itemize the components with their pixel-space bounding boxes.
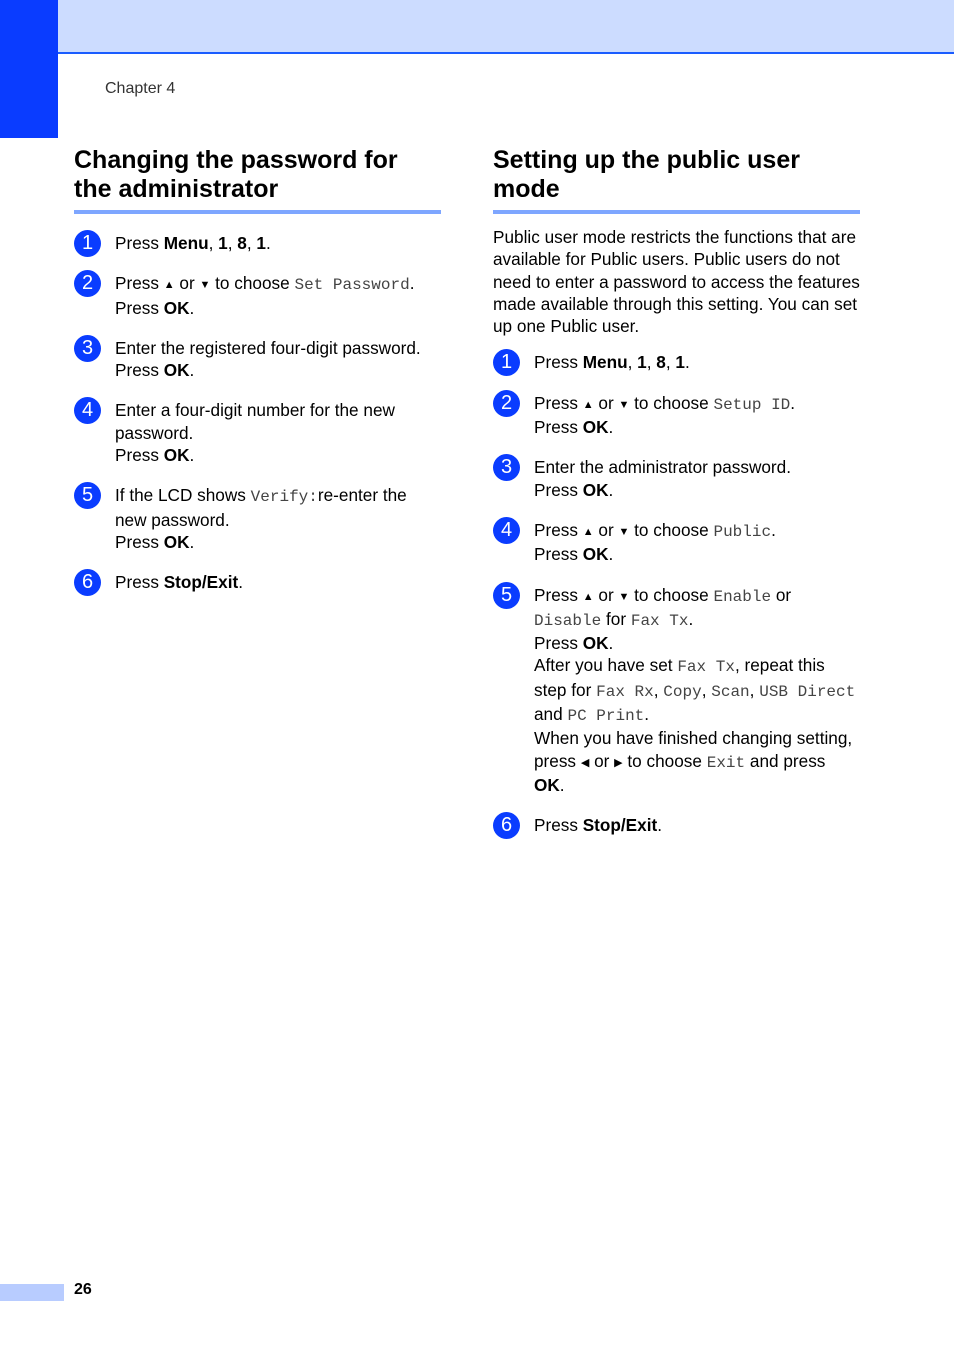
ok-key: OK	[582, 633, 609, 654]
lcd-option: PC Print	[567, 707, 645, 726]
lcd-option: Disable	[534, 611, 602, 630]
step-number-badge: 5	[74, 482, 101, 509]
lcd-option: Setup ID	[713, 395, 791, 414]
step-number-badge: 4	[74, 397, 101, 424]
public-user-steps	[493, 351, 860, 836]
up-arrow-icon: ▲	[582, 525, 594, 538]
step-number-badge: 6	[74, 569, 101, 596]
up-arrow-icon: ▲	[582, 590, 594, 603]
admin-password-steps	[74, 232, 441, 594]
lcd-option: Fax Tx	[630, 611, 689, 630]
lcd-option: USB Direct	[759, 682, 856, 701]
page-number: 26	[74, 1281, 92, 1298]
step-number-badge: 3	[74, 335, 101, 362]
up-arrow-icon: ▲	[163, 279, 175, 292]
section-title-admin-password: Changing the password for the administrator	[74, 146, 441, 214]
down-arrow-icon: ▼	[199, 279, 211, 292]
step-item: 4 Enter a four-digit number for the new password. Press OK.	[74, 399, 441, 466]
lcd-option: Fax Rx	[596, 682, 654, 701]
left-arrow-icon: ◀	[580, 756, 590, 769]
lcd-option: Set Password	[294, 276, 410, 295]
ok-key: OK	[163, 297, 190, 318]
step-item: 6 Press Stop/Exit.	[74, 571, 441, 593]
up-arrow-icon: ▲	[582, 398, 594, 411]
section-title-public-user: Setting up the public user mode	[493, 146, 860, 214]
intro-paragraph: Public user mode restricts the functions that are available for Public users. Public users do not need to enter a password to access the features made available through this setting. You can set up one Public user.	[493, 227, 860, 337]
step-item: 3 Enter the administrator password. Press OK.	[493, 456, 860, 501]
step-number-badge: 2	[493, 390, 520, 417]
step-number-badge: 3	[493, 454, 520, 481]
step-number-badge: 6	[493, 812, 520, 839]
step-item: 3 Enter the registered four-digit password. Press OK.	[74, 337, 441, 382]
menu-key: Menu	[582, 352, 628, 373]
ok-key: OK	[163, 360, 190, 381]
right-arrow-icon: ▶	[614, 756, 623, 769]
ok-key: OK	[582, 544, 609, 565]
step-item: 5 Press ▲ or ▼ to choose Enable or Disable for Fax Tx. Press OK. After you have set Fax Tx, repeat this step for Fax Rx, Copy, Scan, USB Direct and PC Print. When you have finished changing setting, press ◀ or ▶ to choose Exit and press OK.	[493, 584, 860, 797]
step-number-badge: 4	[493, 517, 520, 544]
lcd-option: Enable	[713, 587, 772, 606]
step-number-badge: 5	[493, 582, 520, 609]
lcd-option: Fax Tx	[677, 658, 735, 677]
step-item: 4 Press ▲ or ▼ to choose Public. Press OK.	[493, 519, 860, 566]
lcd-option: Exit	[706, 753, 746, 772]
lcd-message: Verify:	[250, 488, 318, 507]
ok-key: OK	[582, 479, 609, 500]
step-item: 1 Press Menu, 1, 8, 1.	[493, 351, 860, 373]
ok-key: OK	[163, 445, 190, 466]
step-number-badge: 1	[74, 230, 101, 257]
right-column	[493, 146, 860, 855]
lcd-option: Public	[713, 522, 772, 541]
page-number-tab	[0, 1284, 64, 1301]
step-item: 6 Press Stop/Exit.	[493, 814, 860, 836]
chapter-side-tab	[0, 0, 58, 138]
lcd-option: Copy	[663, 682, 702, 701]
down-arrow-icon: ▼	[618, 525, 630, 538]
step-item: 2 Press ▲ or ▼ to choose Setup ID. Press OK.	[493, 392, 860, 439]
ok-key: OK	[534, 774, 560, 795]
step-number-badge: 2	[74, 270, 101, 297]
header-band	[58, 0, 954, 54]
menu-key: Menu	[163, 233, 209, 253]
step-item: 2 Press ▲ or ▼ to choose Set Password. Press OK.	[74, 272, 441, 319]
left-column	[74, 146, 441, 612]
ok-key: OK	[582, 417, 609, 438]
down-arrow-icon: ▼	[618, 590, 630, 603]
stop-exit-key: Stop/Exit	[163, 572, 239, 593]
down-arrow-icon: ▼	[618, 398, 630, 411]
step-item: 5 If the LCD shows Verify:re-enter the new password. Press OK.	[74, 484, 441, 553]
step-item: 1 Press Menu, 1, 8, 1.	[74, 232, 441, 254]
chapter-label: Chapter 4	[105, 80, 176, 97]
lcd-option: Scan	[711, 682, 750, 701]
stop-exit-key: Stop/Exit	[582, 815, 658, 836]
ok-key: OK	[163, 531, 190, 552]
step-number-badge: 1	[493, 349, 520, 376]
